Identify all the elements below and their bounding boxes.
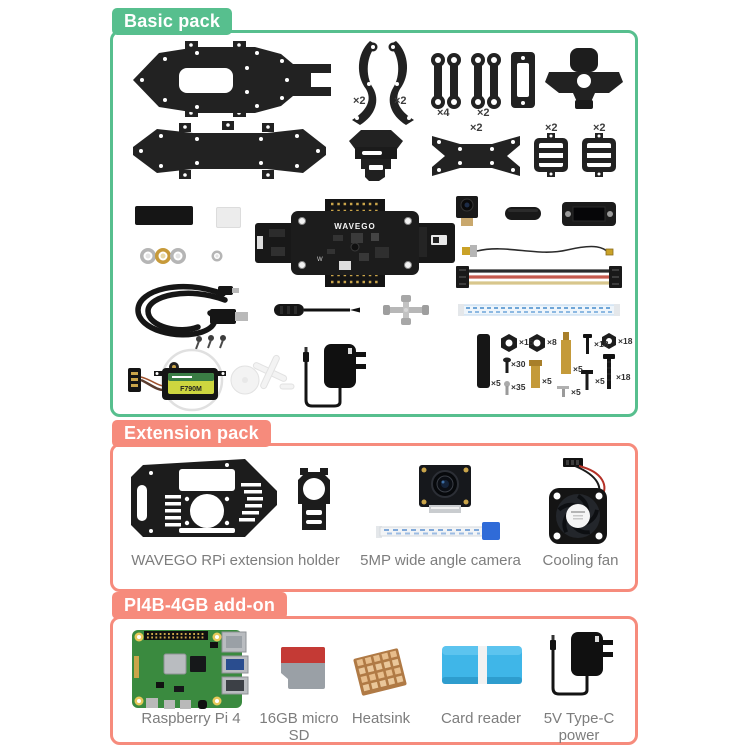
micro-sd-label: 16GB micro SD bbox=[259, 710, 339, 744]
battery-image bbox=[135, 206, 193, 225]
bottom-chassis-plate-image bbox=[127, 116, 332, 186]
front-bracket-image bbox=[345, 125, 407, 183]
heatsink-image bbox=[348, 642, 412, 700]
extension-holder-image bbox=[123, 453, 288, 541]
bearings-image bbox=[140, 247, 186, 265]
foot-pad-left-count: ×2 bbox=[545, 122, 558, 134]
servo-model-label: F790M bbox=[180, 386, 202, 393]
fastener-set bbox=[463, 330, 638, 416]
raspberry-pi-label: Raspberry Pi 4 bbox=[141, 710, 241, 727]
raspberry-pi-image bbox=[130, 628, 250, 710]
fastener-count-8: ×18 bbox=[594, 339, 609, 349]
top-chassis-plate-image bbox=[127, 38, 337, 120]
bearing-small-image bbox=[211, 250, 223, 262]
link-bars-b-count: ×2 bbox=[477, 107, 490, 119]
fastener-count-10: ×18 bbox=[618, 336, 633, 346]
heatsink-label: Heatsink bbox=[351, 710, 411, 727]
ffc-ribbon-image bbox=[458, 303, 620, 317]
screwdriver-image bbox=[272, 298, 362, 322]
sticker-image bbox=[216, 207, 241, 228]
svg-text:W: W bbox=[317, 257, 323, 263]
extension-pack-title: Extension pack bbox=[112, 420, 271, 447]
extension-holder-label: WAVEGO RPi extension holder bbox=[131, 552, 340, 569]
basic-pack-title: Basic pack bbox=[112, 8, 232, 35]
fastener-count-3: ×35 bbox=[511, 382, 526, 392]
card-reader-label: Card reader bbox=[440, 710, 522, 727]
leg-left-count: ×2 bbox=[353, 95, 366, 107]
pi4b-addon-title: PI4B-4GB add-on bbox=[112, 592, 287, 619]
fastener-count-6: ×5 bbox=[573, 364, 583, 374]
antenna-cable-image bbox=[462, 240, 614, 262]
fastener-count-1: ×15 bbox=[519, 337, 534, 347]
power-adapter-image bbox=[298, 340, 368, 414]
typec-power-label: 5V Type-C power bbox=[543, 710, 615, 744]
x-body-plate-image bbox=[430, 133, 522, 179]
frame-part-image bbox=[510, 50, 536, 110]
wide-angle-camera-label: 5MP wide angle camera bbox=[360, 552, 521, 569]
micro-sd-image bbox=[273, 643, 331, 693]
wavego-driver-board-image bbox=[255, 199, 455, 287]
cross-wrench-image bbox=[383, 295, 429, 325]
leg-right-count: ×2 bbox=[394, 95, 407, 107]
link-bars-a-image bbox=[429, 52, 463, 110]
camera-ribbon-image bbox=[376, 518, 504, 544]
servo-cable-image bbox=[456, 265, 622, 289]
oled-module-image bbox=[561, 201, 617, 227]
camera-mount-image bbox=[292, 468, 336, 536]
fastener-count-5: ×5 bbox=[542, 376, 552, 386]
link-bars-b-image bbox=[469, 52, 503, 110]
foot-pad-right-image bbox=[580, 133, 618, 177]
fastener-count-4: ×8 bbox=[547, 337, 557, 347]
foot-pad-left-image bbox=[532, 133, 570, 177]
servo-horns-image bbox=[228, 348, 296, 400]
wide-angle-camera-image bbox=[413, 465, 477, 517]
usb-cable-image bbox=[126, 282, 254, 348]
fastener-count-7: ×5 bbox=[571, 387, 581, 397]
wavego-board-label: WAVEGO bbox=[334, 222, 376, 231]
foot-pad-right-count: ×2 bbox=[593, 122, 606, 134]
head-bracket-image bbox=[543, 46, 625, 110]
camera-module-image bbox=[453, 196, 481, 228]
leg-linkages-image bbox=[344, 38, 422, 126]
fastener-count-2: ×30 bbox=[511, 359, 526, 369]
card-reader-image bbox=[438, 638, 526, 692]
link-bars-a-count: ×4 bbox=[437, 107, 450, 119]
fastener-count-0: ×5 bbox=[491, 378, 501, 388]
fastener-count-11: ×18 bbox=[616, 372, 631, 382]
fastener-count-9: ×5 bbox=[595, 376, 605, 386]
cooling-fan-label: Cooling fan bbox=[542, 552, 619, 569]
cylinder-part-image bbox=[504, 205, 542, 222]
typec-power-adapter-image bbox=[545, 626, 615, 704]
cooling-fan-image bbox=[543, 458, 615, 546]
x-body-plate-count: ×2 bbox=[470, 122, 483, 134]
